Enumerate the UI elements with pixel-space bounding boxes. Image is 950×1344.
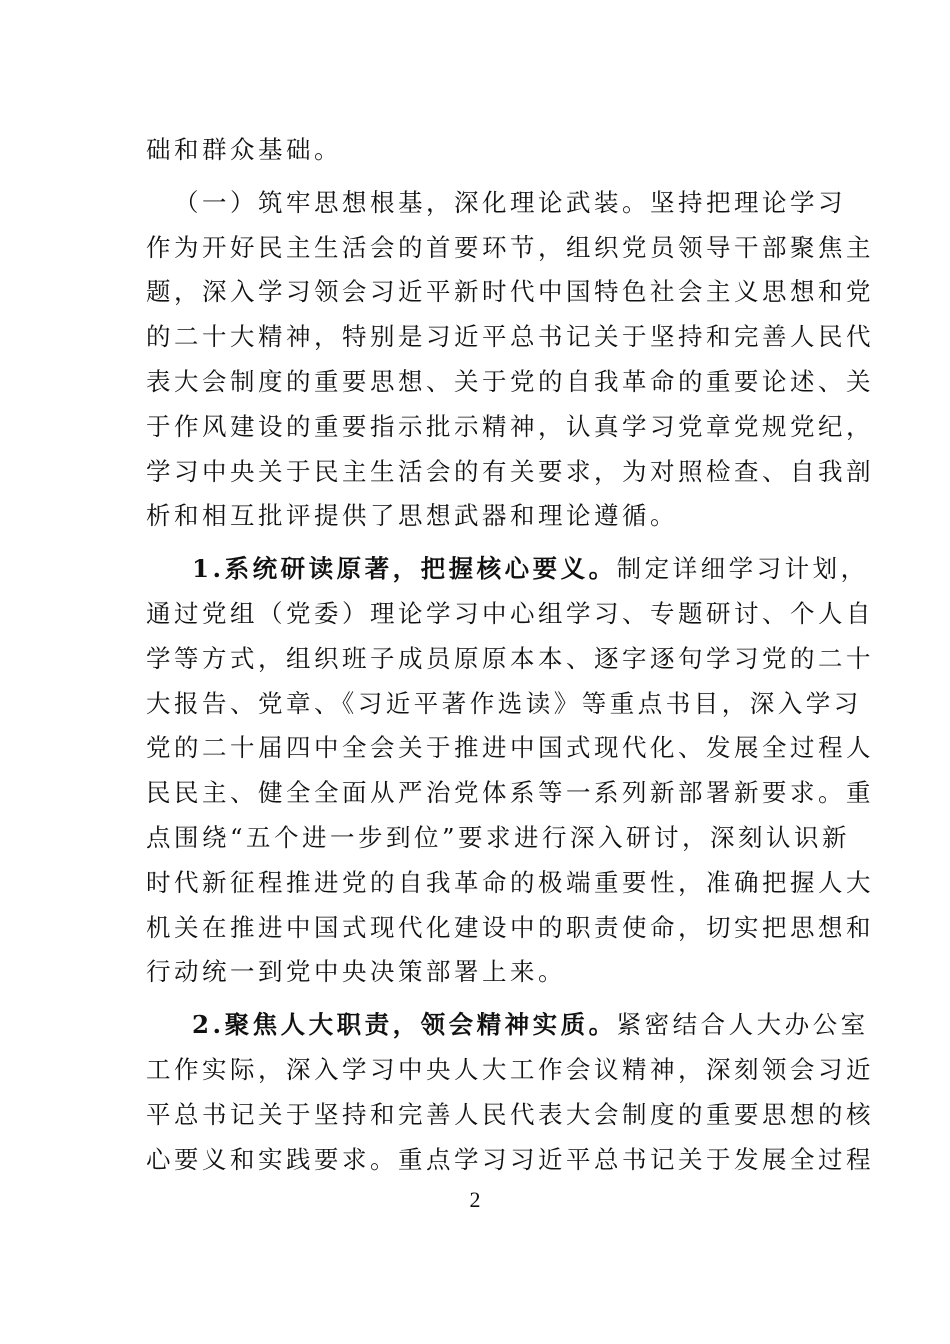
paragraph-gap — [146, 539, 808, 547]
section-1-first-line — [146, 181, 846, 226]
item-1-line: 点围绕“五个进一步到位”要求进行深入研讨，深刻认识新 — [146, 822, 851, 852]
item-1-line: 行动统一到党中央决策部署上来。 — [146, 957, 566, 987]
section-1-line: 题，深入学习领会习近平新时代中国特色社会主义思想和党 — [146, 277, 874, 307]
page-number: 2 — [469, 1187, 481, 1212]
item-2-line: 平总书记关于坚持和完善人民代表大会制度的重要思想的核 — [146, 1099, 874, 1129]
section-1-line: 的二十大精神，特别是习近平总书记关于坚持和完善人民代 — [146, 322, 874, 352]
item-1-line: 时代新征程推进党的自我革命的极端重要性，准确把握人大 — [146, 867, 874, 897]
item-2-text: 紧密结合人大办公室 — [616, 1010, 869, 1040]
item-1-first-line — [146, 547, 869, 592]
item-1-text: 制定详细学习计划， — [616, 554, 869, 584]
paragraph-intro-line: 础和群众基础。 — [146, 135, 342, 164]
section-1-line: 学习中央关于民主生活会的有关要求，为对照检查、自我剖 — [146, 456, 874, 486]
section-1-line: 析和相互批评提供了思想武器和理论遵循。 — [146, 501, 678, 531]
item-1-heading: 1.系统研读原著，把握核心要义。 — [192, 554, 617, 584]
item-1-line: 党的二十届四中全会关于推进中国式现代化、发展全过程人 — [146, 733, 874, 763]
item-1-line: 机关在推进中国式现代化建设中的职责使命，切实把思想和 — [146, 912, 874, 942]
paragraph-gap — [146, 173, 808, 181]
item-2-heading: 2.聚焦人大职责，领会精神实质。 — [192, 1010, 617, 1040]
section-1-line: 作为开好民主生活会的首要环节，组织党员领导干部聚焦主 — [146, 232, 874, 262]
item-2-paragraph — [146, 1003, 874, 1182]
section-1-line: 于作风建设的重要指示批示精神，认真学习党章党规党纪， — [146, 411, 874, 441]
item-1-line: 学等方式，组织班子成员原原本本、逐字逐句学习党的二十 — [146, 643, 874, 673]
item-1-paragraph — [146, 547, 874, 995]
paragraph-gap — [146, 995, 808, 1003]
item-1-line: 通过党组（党委）理论学习中心组学习、专题研讨、个人自 — [146, 598, 874, 628]
document-body — [146, 128, 874, 1182]
item-1-line: 民民主、健全全面从严治党体系等一系列新部署新要求。重 — [146, 778, 874, 808]
item-1-line: 大报告、党章、《习近平著作选读》等重点书目，深入学习 — [146, 688, 862, 718]
section-1-paragraph — [146, 181, 874, 539]
item-2-line: 工作实际，深入学习中央人大工作会议精神，深刻领会习近 — [146, 1054, 874, 1084]
item-2-first-line — [146, 1003, 869, 1048]
section-1-heading: （一）筑牢思想根基，深化理论武装。 — [174, 187, 650, 217]
section-1-line: 表大会制度的重要思想、关于党的自我革命的重要论述、关 — [146, 366, 874, 396]
section-1-text: 坚持把理论学习 — [650, 187, 846, 217]
item-2-line: 心要义和实践要求。重点学习习近平总书记关于发展全过程 — [146, 1144, 874, 1174]
